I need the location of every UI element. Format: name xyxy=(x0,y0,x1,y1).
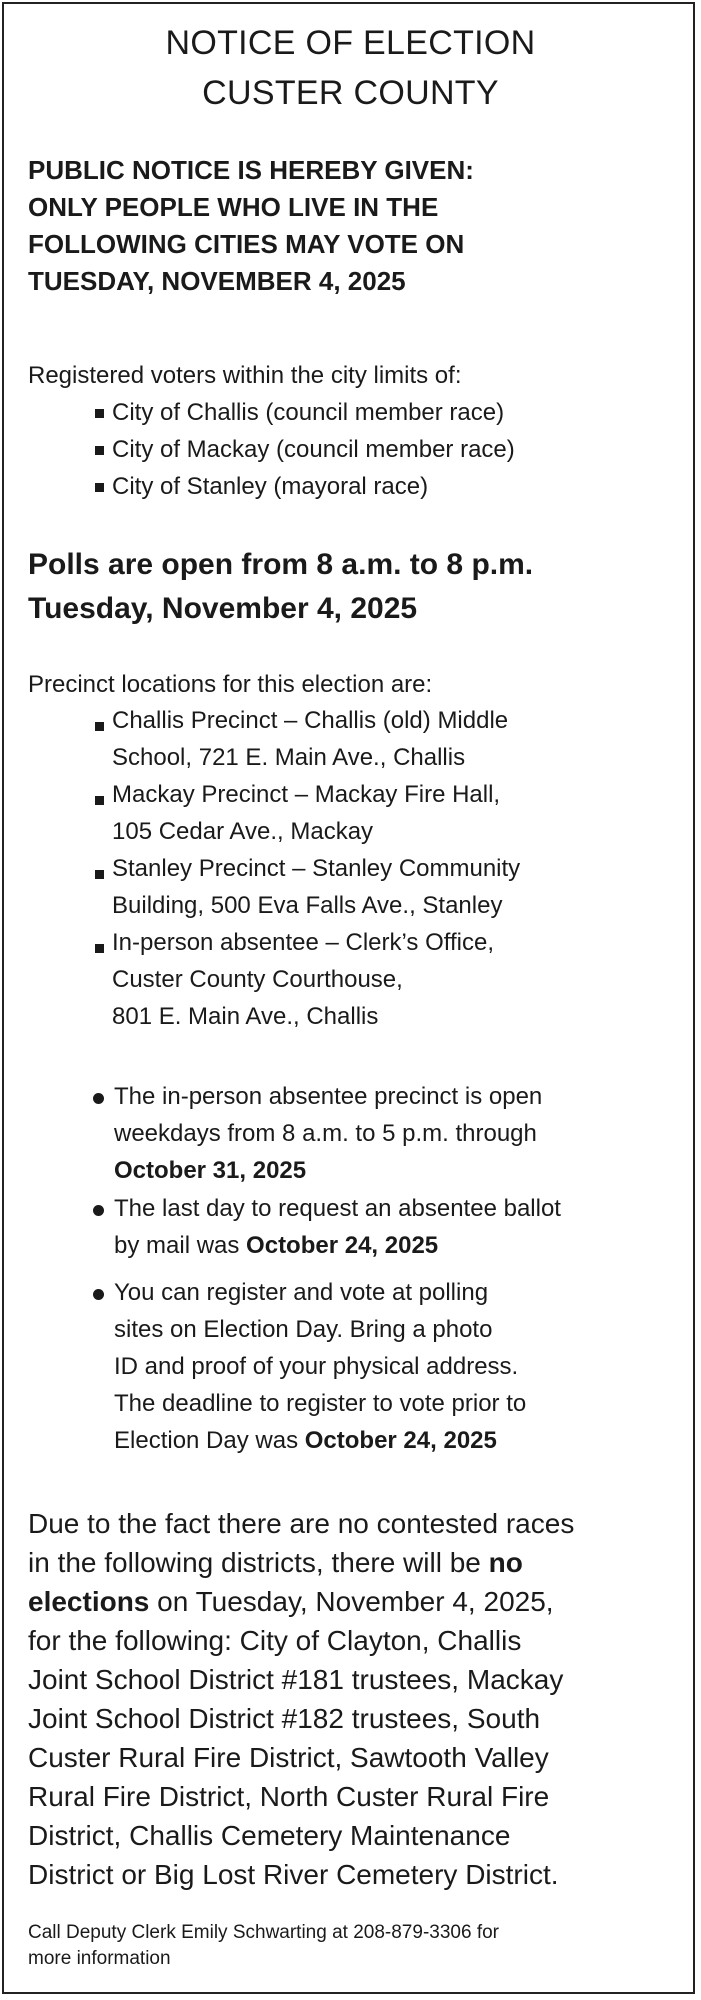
list-item: City of Challis (council member race) xyxy=(112,399,505,426)
list-item-continuation: Building, 500 Eva Falls Ave., Stanley xyxy=(112,892,503,919)
list-item-continuation: Custer County Courthouse, xyxy=(112,966,403,993)
list-item-continuation: 801 E. Main Ave., Challis xyxy=(112,1003,379,1030)
public-notice-heading: PUBLIC NOTICE IS HEREBY GIVEN: ONLY PEOPLE WHO LIVE IN THE FOLLOWING CITIES MAY VOTE ON TUESDAY, NOVEMBER 4, 2025 xyxy=(28,155,474,296)
county-title: CUSTER COUNTY xyxy=(202,74,499,112)
round-bullet-icon xyxy=(93,1205,104,1216)
notice-title: NOTICE OF ELECTION xyxy=(165,24,536,62)
list-item: In-person absentee – Clerk’s Office, xyxy=(112,929,494,956)
round-bullet-icon xyxy=(93,1289,104,1300)
list-item: City of Mackay (council member race) xyxy=(112,436,515,463)
contact-info: Call Deputy Clerk Emily Schwarting at 208-879-3306 for more information xyxy=(28,1922,499,1969)
date-highlight: October 31, 2025 xyxy=(114,1157,307,1184)
list-item: Mackay Precinct – Mackay Fire Hall, xyxy=(112,781,501,808)
list-item-continuation: 105 Cedar Ave., Mackay xyxy=(112,818,374,845)
square-bullet-icon xyxy=(95,409,104,418)
list-item: Stanley Precinct – Stanley Community xyxy=(112,855,521,882)
list-item-continuation: School, 721 E. Main Ave., Challis xyxy=(112,744,466,771)
list-item: City of Stanley (mayoral race) xyxy=(112,473,429,500)
date-highlight: October 24, 2025 xyxy=(304,1427,497,1454)
square-bullet-icon xyxy=(95,796,104,805)
precinct-intro: Precinct locations for this election are: xyxy=(28,671,433,698)
polls-hours: Polls are open from 8 a.m. to 8 p.m. Tuesday, November 4, 2025 xyxy=(28,548,534,625)
square-bullet-icon xyxy=(95,870,104,879)
voters-intro: Registered voters within the city limits of: xyxy=(28,362,462,389)
no-contest-paragraph: Due to the fact there are no contested races in the following districts, there will be no elections on Tuesday, November 4, 2025, for the following: City of Clayton, Challis Joint School District #181 trustees, Mackay Joint School District #182 trustees, South Custer Rural Fire District, Sawtooth Valley Rural Fire District, North Custer Rural Fire District, Challis Cemetery Maintenance District or Big Lost River Cemetery District. xyxy=(28,1508,575,1890)
square-bullet-icon xyxy=(95,944,104,953)
list-item: Challis Precinct – Challis (old) Middle xyxy=(112,707,509,734)
square-bullet-icon xyxy=(95,446,104,455)
round-bullet-icon xyxy=(93,1093,104,1104)
date-highlight: October 24, 2025 xyxy=(246,1232,439,1259)
square-bullet-icon xyxy=(95,722,104,731)
square-bullet-icon xyxy=(95,483,104,492)
